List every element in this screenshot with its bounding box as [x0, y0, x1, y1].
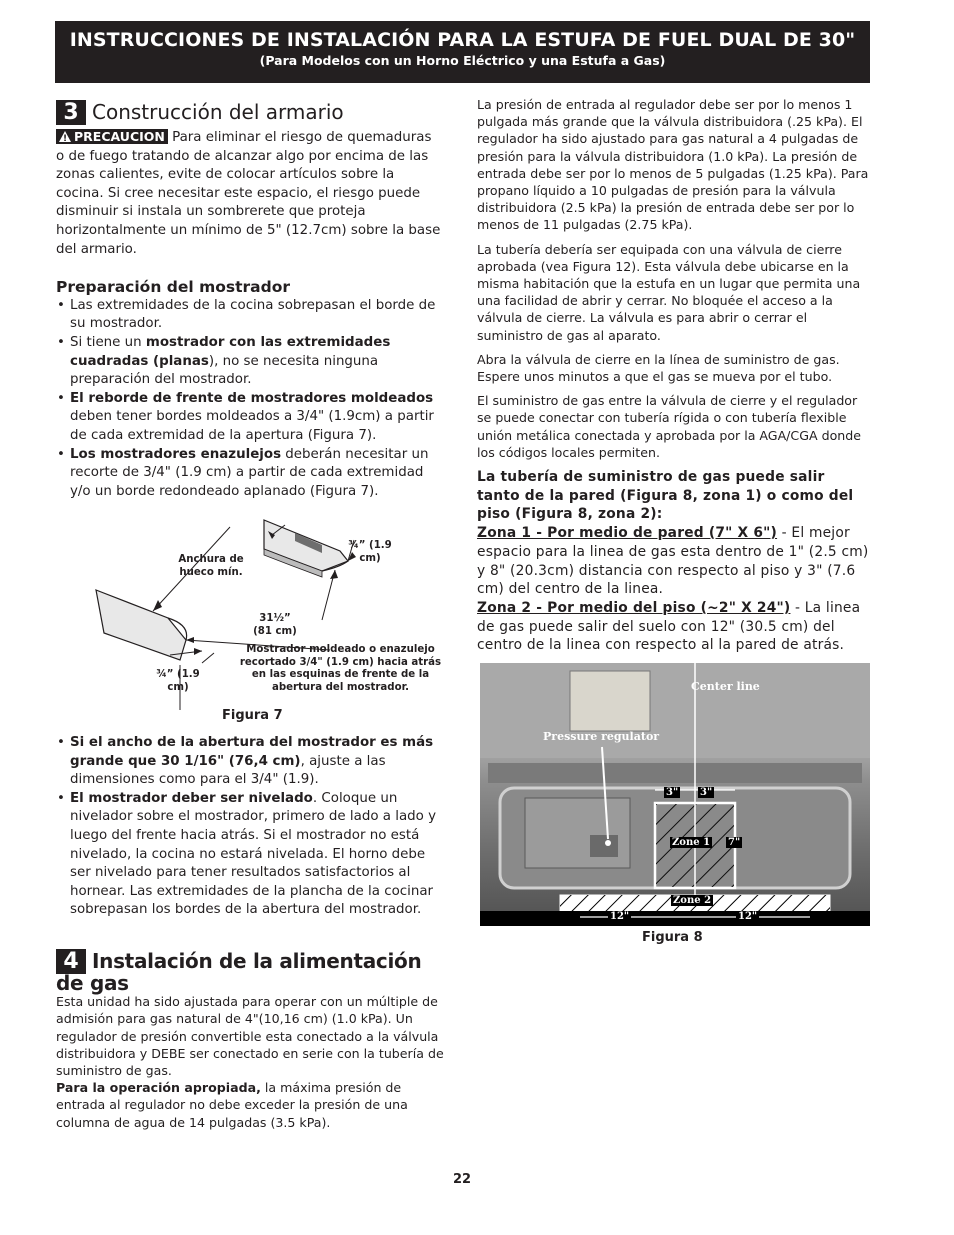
zone1-text: - El mejor espacio para la linea de gas esta dentro de 1" (2.5 cm) y 8" (20.3cm) distancia con respecto al piso y 3" (7.6 cm) del centro de la linea. [477, 525, 869, 598]
fig7-label-315: 31½” (81 cm) [253, 613, 297, 637]
p2-bold: Para la operación apropiada, [56, 1080, 261, 1096]
warning-icon [59, 131, 71, 142]
pressure-regulator-label: Pressure regulator [543, 730, 660, 743]
section-4 [56, 949, 448, 1131]
bullet-bold: El mostrador deber ser nivelado [70, 790, 313, 806]
right-p3: Abra la válvula de cierre en la línea de suministro de gas. Espere unos minutos a que el gas se mueva por el tubo. [477, 351, 840, 385]
bullet-bold: Los mostradores enazulejos [70, 446, 282, 462]
bullet-text: ), no se necesita ninguna preparación del mostrador. [70, 353, 379, 388]
bullet-bold: Si el ancho de la abertura del mostrador es más grande que 30 1/16" (76,4 cm) [70, 735, 434, 769]
list-item [56, 390, 442, 446]
zone2-paragraph [477, 599, 871, 655]
list-item [56, 446, 442, 502]
page-header [55, 21, 870, 83]
countertop-bullets-2 [56, 734, 442, 920]
section-4-p2 [56, 1079, 448, 1131]
right-p5: La tubería de suministro de gas puede salir tanto de la pared (Figura 8, zona 1) o como del piso (Figura 8, zona 2): [477, 469, 854, 523]
list-item [56, 734, 442, 790]
bullet-text: . Coloque un nivelador sobre el mostrador, primero de lado a lado y luego del frente hacia atrás. Si el mostrador no está nivelado, la cocina no estará nivelada. El horno debe ser nivelado para tener resultados satisfactorios al hornear. Las extremidades de la plancha de la cocinar sobrepasan los bordes de la abertura del mostrador. [70, 790, 437, 918]
fig7-label-moldeado: Mostrador moldeado o enazulejo recortado 3/4" (1.9 cm) hacia atrás en las esquinas de frente de la abertura del mostrador. [239, 644, 442, 693]
fig7-label-34-top: ¾” (1.9 cm) [348, 540, 392, 564]
zone-1-label: Zone 1 [672, 837, 711, 848]
section-3 [56, 100, 442, 501]
right-p2: La tubería debería ser equipada con una válvula de cierre aprobada (vea Figura 12). Esta válvula debe ubicarse en la misma habitación que la estufa en un lugar que permita una una facilidad de abrir y cerrar. No bloquée el acceso a la válvula de cierre. La válvula es para abrir o cerrar el suministro de gas al aparato. [477, 241, 861, 343]
zone1-paragraph [477, 524, 871, 599]
countertop-subheading: Preparación del mostrador [56, 278, 290, 297]
zone2-text: - La linea de gas puede salir del suelo con 12" (30.5 cm) del centro de la linea con respecto al la pared de atrás. [477, 599, 861, 654]
figure-8-caption: Figura 8 [642, 930, 703, 945]
countertop-bullets [56, 297, 442, 502]
right-p4: El suministro de gas entre la válvula de cierre y el regulador se puede conectar con tubería rígida o con tubería flexible unión metálica conectada y aprobada por la AGA/CGA donde los códigos locales permiten. [477, 393, 862, 460]
section-4-number: 4 [56, 949, 86, 974]
section-3-heading [56, 100, 442, 125]
caution-paragraph [56, 129, 442, 259]
section-3-title: Construcción del armario [92, 100, 344, 125]
section-3-continued [56, 734, 442, 920]
zone-2-label: Zone 2 [673, 895, 712, 906]
bullet-text: deberán necesitar un recorte de 3/4" (1.9 cm) a partir de cada extremidad y/o un borde redondeado aplanado (Figura 7). [70, 446, 429, 499]
dim-3-right: 3" [700, 787, 713, 798]
header-title: INSTRUCCIONES DE INSTALACIÓN PARA LA ESTUFA DE FUEL DUAL DE 30" [69, 29, 856, 51]
dim-12-left: 12" [610, 911, 630, 922]
dim-12-right: 12" [738, 911, 758, 922]
figure-8-photo [480, 663, 870, 926]
right-column [477, 96, 871, 655]
bullet-text: deben tener bordes moldeados a 3/4" (1.9cm) a partir de cada extremidad de la apertura (Figura 7). [70, 409, 434, 443]
zone2-label: Zona 2 - Por medio del piso (~2" X 24") [477, 599, 791, 616]
p2-text: la máxima presión de entrada al regulador no debe exceder la presión de una columna de agua de 14 pulgadas (3.5 kPa). [56, 1080, 408, 1130]
bullet-bold: mostrador con las extremidades cuadradas (planas [70, 334, 391, 369]
fig7-label-34-bottom: ¾” (1.9 cm) [156, 669, 200, 693]
section-3-number: 3 [56, 100, 86, 125]
caution-label: PRECAUCION [74, 129, 165, 144]
right-p1: La presión de entrada al regulador debe ser por lo menos 1 pulgada más grande que la válvula distribuidora (.25 kPa). El regulador ha sido ajustado para gas natural a 4 pulgadas de presión para la válvula distribuidora (1.0 kPa). La presión de entrada debe ser por lo menos de 5 pulgadas (1.25 kPa). Para propano líquido a 10 pulgadas de presión para la válvula distribuidora (2.5 kPa) la presión de entrada debe ser por lo menos de 11 pulgadas (2.75 kPa). [477, 97, 869, 233]
caution-text: Para eliminar el riesgo de quemaduras o de fuego tratando de alcanzar algo por encima de las zonas calientes, evite de colocar artículos sobre la cocina. Si cree necesitar este espacio, el riesgo puede disminuir si instala un sombrerete que proteja horizontalmente un mínimo de 5" (12.7cm) sobre la base del armario. [56, 130, 441, 257]
page-number: 22 [453, 1172, 472, 1187]
header-subtitle: (Para Modelos con un Horno Eléctrico y una Estufa a Gas) [259, 53, 666, 68]
fig7-label-anchura: Anchura de hueco mín. [178, 554, 244, 578]
dim-3-left: 3" [666, 787, 679, 798]
zone1-label: Zona 1 - Por medio de pared (7" X 6") [477, 525, 778, 542]
center-line-label: Center line [691, 680, 760, 693]
section-4-heading [56, 948, 448, 995]
bullet-text: , ajuste a las dimensiones como para el 3/4" (1.9). [70, 753, 386, 788]
figure-7-caption: Figura 7 [222, 708, 283, 723]
list-item [56, 790, 442, 920]
bullet-text: Si tiene un [70, 334, 146, 350]
section-4-title: Instalación de la alimentación de gas [56, 948, 422, 995]
dim-7: 7" [728, 837, 741, 848]
bullet-text: Las extremidades de la cocina sobrepasan el borde de su mostrador. [70, 297, 436, 332]
list-item [56, 297, 442, 334]
bullet-bold: El reborde de frente de mostradores moldeados [70, 390, 434, 406]
list-item [56, 334, 442, 390]
section-4-p1: Esta unidad ha sido ajustada para operar con un múltiple de admisión para gas natural de 4"(10,16 cm) (1.0 kPa). Un regulador de presión convertible esta conectado a la válvula distribuidora y DEBE ser conectado en serie con la tubería de suministro de gas. [56, 994, 444, 1078]
caution-badge [56, 129, 168, 144]
